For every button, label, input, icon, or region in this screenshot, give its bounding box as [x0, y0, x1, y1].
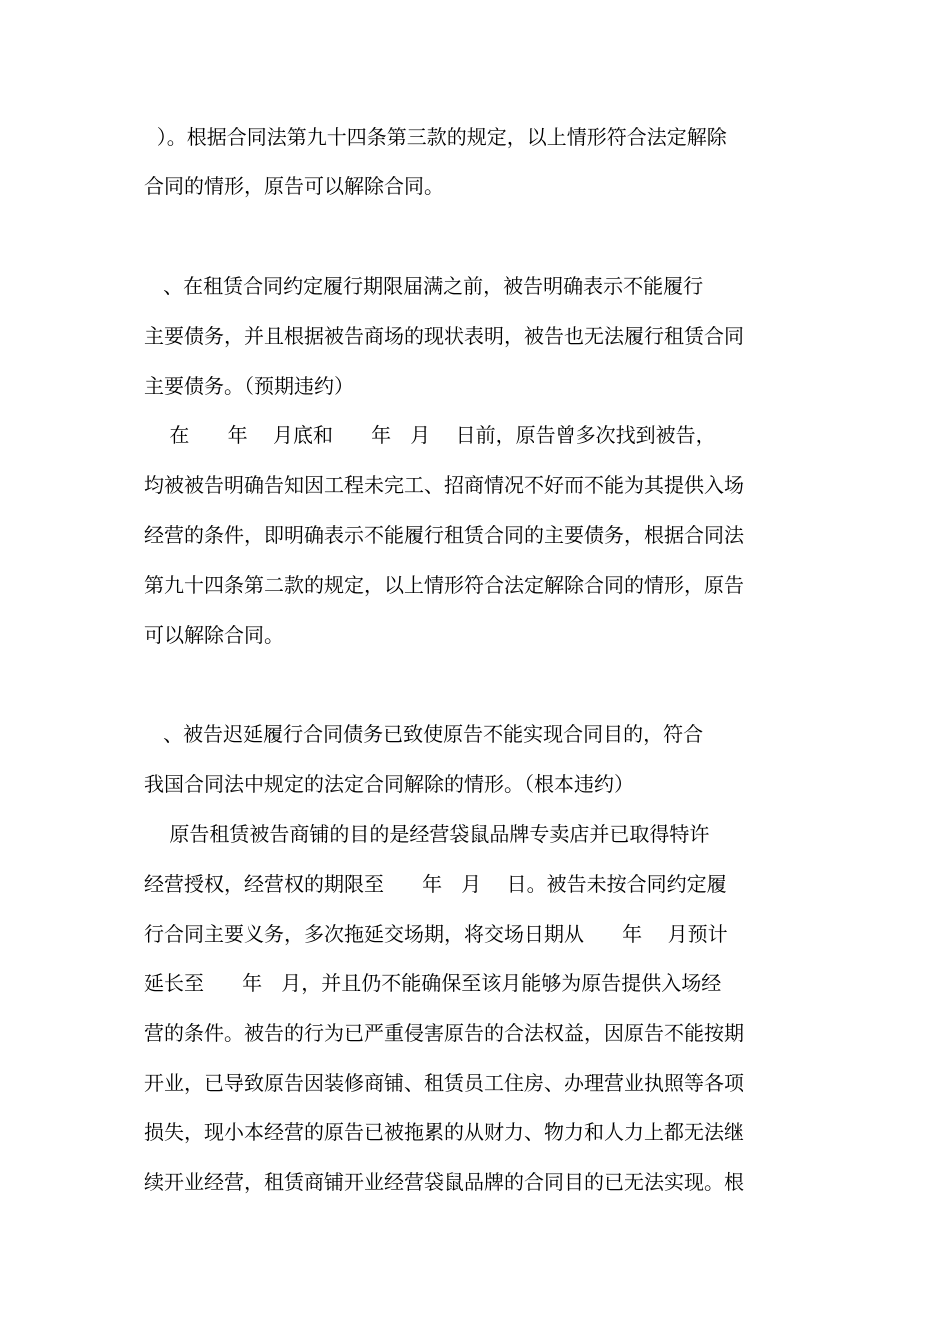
text-line: 在 年 月底和 年 月 日前，原告曾多次找到被告，	[144, 423, 716, 447]
text-line: 经营授权，经营权的期限至 年 月 日。被告未按合同约定履	[144, 872, 727, 896]
text-line: 主要债务。（预期违约）	[144, 374, 354, 398]
text-line: 原告租赁被告商铺的目的是经营袋鼠品牌专卖店并已取得特许	[144, 822, 710, 846]
text-line: 续开业经营，租赁商铺开业经营袋鼠品牌的合同目的已无法实现。根	[144, 1170, 744, 1194]
text-line: 延长至 年 月，并且仍不能确保至该月能够为原告提供入场经	[144, 971, 722, 995]
text-line: 、被告迟延履行合同债务已致使原告不能实现合同目的，符合	[144, 722, 704, 746]
text-line: 、在租赁合同约定履行期限届满之前，被告明确表示不能履行	[144, 274, 704, 298]
text-line: 主要债务，并且根据被告商场的现状表明，被告也无法履行租赁合同	[144, 324, 744, 348]
text-line: ）。根据合同法第九十四条第三款的规定，以上情形符合法定解除	[144, 125, 727, 149]
text-line: 均被被告明确告知因工程未完工、招商情况不好而不能为其提供入场	[144, 473, 744, 497]
text-line: 行合同主要义务，多次拖延交场期，将交场日期从 年 月预计	[144, 922, 728, 946]
text-line: 第九十四条第二款的规定，以上情形符合法定解除合同的情形，原告	[144, 573, 744, 597]
text-line: 我国合同法中规定的法定合同解除的情形。（根本违约）	[144, 772, 634, 796]
text-line: 合同的情形，原告可以解除合同。	[144, 174, 444, 198]
text-line: 开业，已导致原告因装修商铺、租赁员工住房、办理营业执照等各项	[144, 1071, 744, 1095]
text-line: 营的条件。被告的行为已严重侵害原告的合法权益，因原告不能按期	[144, 1021, 744, 1045]
text-line: 经营的条件，即明确表示不能履行租赁合同的主要债务，根据合同法	[144, 523, 744, 547]
text-line: 可以解除合同。	[144, 623, 284, 647]
text-line: 损失，现小本经营的原告已被拖累的从财力、物力和人力上都无法继	[144, 1120, 744, 1144]
